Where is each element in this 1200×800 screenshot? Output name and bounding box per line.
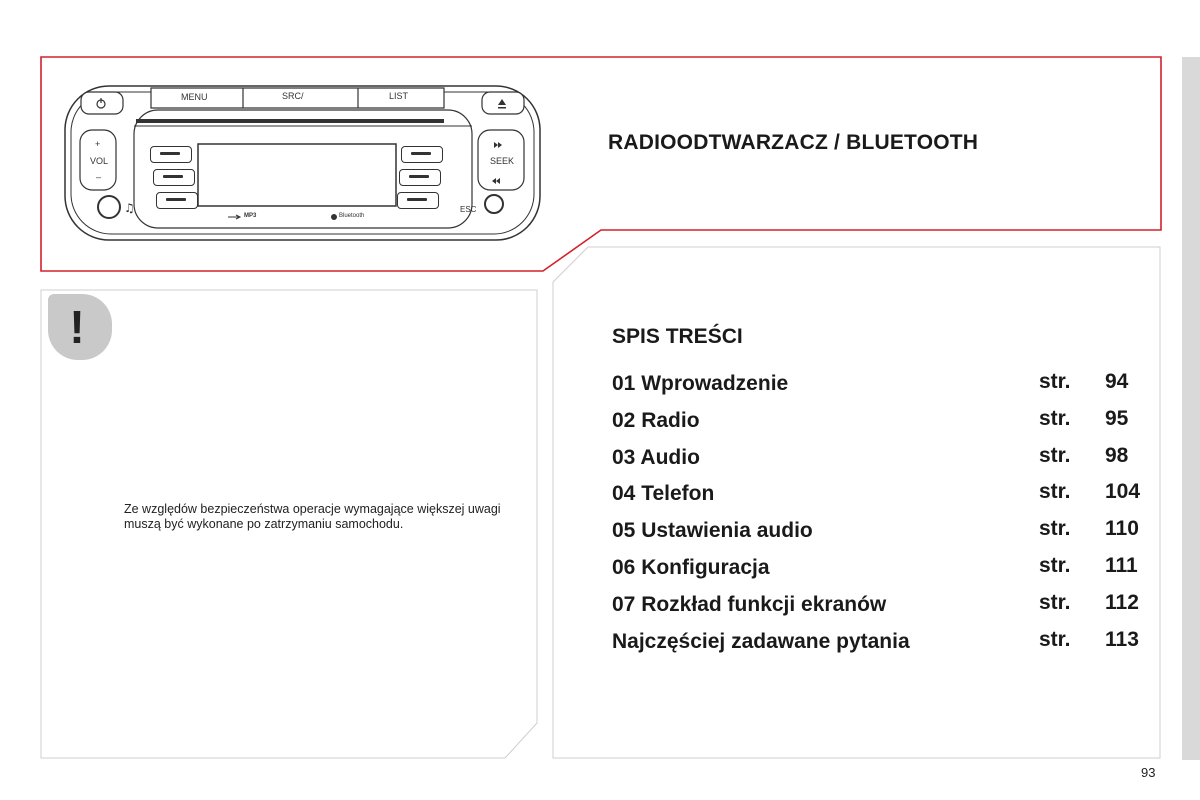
toc-item-page: 104: [1105, 480, 1141, 503]
svg-text:♫: ♫: [124, 201, 135, 215]
vol-plus-label: +: [95, 139, 101, 149]
warning-icon: !: [69, 301, 85, 353]
toc-item-label: 02 Radio: [612, 409, 700, 432]
preset-button-4: [401, 146, 443, 163]
toc-item-page: 112: [1105, 591, 1139, 614]
src-label: SRC/: [282, 91, 304, 101]
bluetooth-label: Bluetooth: [339, 213, 365, 219]
toc-item-page: 95: [1105, 407, 1129, 430]
toc-item-page: 94: [1105, 370, 1129, 393]
toc-item-page: 111: [1105, 554, 1138, 577]
preset-button-1: [150, 146, 192, 163]
toc-item-str: str.: [1039, 407, 1071, 430]
toc-item-str: str.: [1039, 370, 1071, 393]
toc-item-faq[interactable]: [612, 628, 1152, 662]
vol-minus-label: –: [96, 172, 102, 182]
toc-item-telefon[interactable]: [612, 480, 1152, 514]
vol-label: VOL: [90, 156, 109, 166]
toc-item-page: 113: [1105, 628, 1139, 651]
toc-item-page: 98: [1105, 444, 1129, 467]
toc-item-label: 05 Ustawienia audio: [612, 519, 813, 542]
preset-button-5: [399, 169, 441, 186]
toc-item-str: str.: [1039, 554, 1071, 577]
toc-item-radio[interactable]: [612, 407, 1152, 441]
page-number: 93: [1141, 765, 1156, 780]
toc-item-label: 01 Wprowadzenie: [612, 372, 789, 395]
menu-label: MENU: [181, 92, 208, 102]
toc-item-configuration[interactable]: [612, 554, 1152, 588]
toc-item-intro[interactable]: [612, 370, 1152, 404]
toc-item-str: str.: [1039, 591, 1071, 614]
toc-item-label: 04 Telefon: [612, 482, 715, 505]
sidebar-strip: [1182, 57, 1200, 760]
toc-item-str: str.: [1039, 517, 1071, 540]
preset-button-6: [397, 192, 439, 209]
list-label: LIST: [389, 91, 409, 101]
esc-label: ESC: [460, 205, 477, 214]
toc-item-page: 110: [1105, 517, 1139, 540]
toc-item-label: 07 Rozkład funkcji ekranów: [612, 593, 887, 616]
warning-text: Ze względów bezpieczeństwa operacje wymagające większej uwagi muszą być wykonane po zatrzymaniu samochodu.: [124, 502, 501, 531]
toc-title: SPIS TREŚCI: [612, 325, 743, 348]
toc-item-audio-settings[interactable]: [612, 517, 1152, 551]
preset-button-3: [156, 192, 198, 209]
seek-label: SEEK: [490, 156, 515, 166]
preset-button-2: [153, 169, 195, 186]
toc-item-str: str.: [1039, 480, 1071, 503]
radio-illustration: [64, 84, 542, 244]
toc-item-str: str.: [1039, 444, 1071, 467]
mp3-label: MP3: [244, 213, 257, 219]
toc-item-label: 06 Konfiguracja: [612, 556, 770, 579]
toc-item-label: Najczęściej zadawane pytania: [612, 630, 910, 653]
toc-item-label: 03 Audio: [612, 446, 700, 469]
toc-item-str: str.: [1039, 628, 1071, 651]
section-title: RADIOODTWARZACZ / BLUETOOTH: [608, 131, 979, 154]
toc-item-screen-menus[interactable]: [612, 591, 1152, 625]
toc-item-audio[interactable]: [612, 444, 1152, 478]
